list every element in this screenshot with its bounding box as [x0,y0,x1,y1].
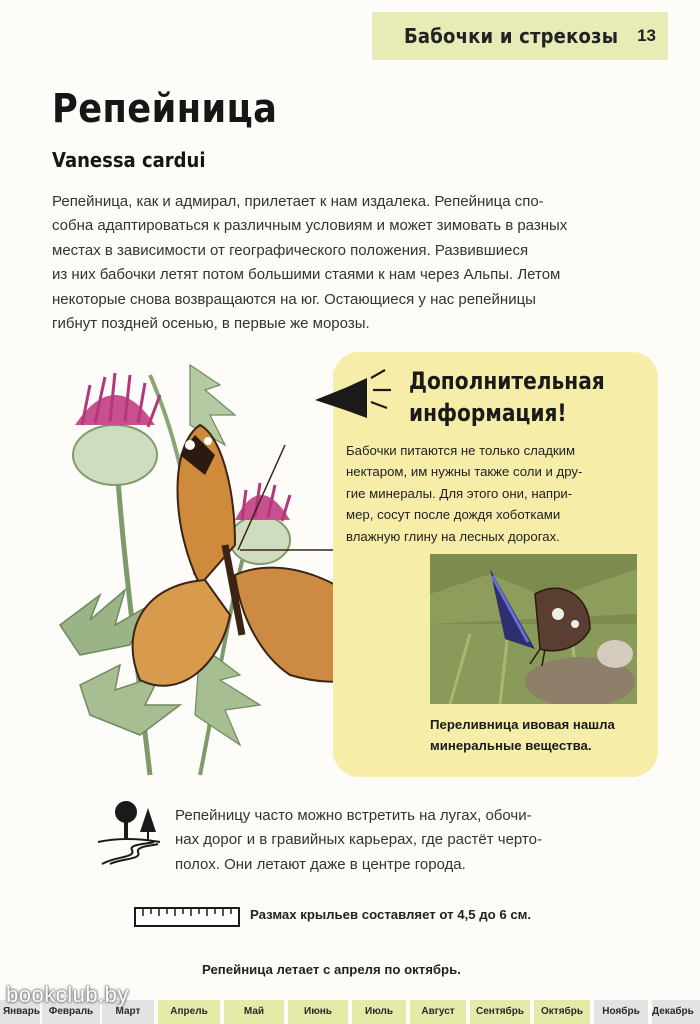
info-title [409,365,605,429]
section-title: Бабочки и стрекозы [404,24,619,48]
article-title: Репейница [52,86,278,132]
month-february: Февраль [42,1000,100,1024]
month-october: Октябрь [534,1000,590,1024]
intro-line: собна адаптироваться к различным условиям и может зимовать в разных [52,217,568,235]
month-january: Январь [0,1000,40,1024]
month-june: Июнь [288,1000,348,1024]
month-november: Ноябрь [594,1000,648,1024]
intro-line: некоторые снова возвращаются на юг. Остающиеся у нас репейницы [52,290,536,308]
purple-emperor-photo [430,554,637,704]
habitat-line: нах дорог и в гравийных карьерах, где растёт черто- [175,831,542,849]
month-september: Сентябрь [470,1000,530,1024]
ruler-icon [133,904,243,930]
intro-line: местах в зависимости от географического положения. Развившиеся [52,241,529,259]
info-title-line: Дополнительная [409,367,605,395]
month-may: Май [224,1000,284,1024]
month-march: Март [102,1000,154,1024]
info-title-line: информация! [409,399,567,427]
intro-paragraph [52,190,644,336]
info-text-line: гие минералы. Для этого они, напри- [346,485,573,501]
habitat-paragraph [175,804,655,877]
flight-period-text: Репейница летает с апреля по октябрь. [202,962,461,977]
month-december: Декабрь [652,1000,700,1024]
habitat-line: полох. Они летают даже в центре города. [175,855,466,873]
info-text [346,440,646,547]
watermark: bookclub.by [6,982,129,1007]
section-header [372,12,668,60]
caption-line: минеральные вещества. [430,738,592,753]
info-text-line: мер, сосут после дождя хоботками [346,507,561,523]
intro-line: из них бабочки летят потом большими стаями к нам через Альпы. Летом [52,266,561,284]
wingspan-text: Размах крыльев составляет от 4,5 до 6 см. [250,907,532,922]
latin-name: Vanessa cardui [52,148,206,172]
month-august: Август [410,1000,466,1024]
month-april: Апрель [158,1000,220,1024]
intro-line: гибнут поздней осенью, в первые же морозы. [52,315,370,333]
habitat-line: Репейницу часто можно встретить на лугах, обочи- [175,807,532,824]
info-text-line: влажную глину на лесных дорогах. [346,528,560,544]
page-number: 13 [637,26,656,45]
intro-line: Репейница, как и адмирал, прилетает к нам издалека. Репейница спо- [52,193,544,210]
month-july: Июль [352,1000,406,1024]
info-text-line: Бабочки питаются не только сладким [346,443,576,458]
meadow-icon [96,798,162,868]
caption-line: Переливница ивовая нашла [430,717,615,732]
photo-caption [430,714,645,756]
info-text-line: нектаром, им нужны также соли и дру- [346,464,583,480]
megaphone-icon [305,360,410,420]
